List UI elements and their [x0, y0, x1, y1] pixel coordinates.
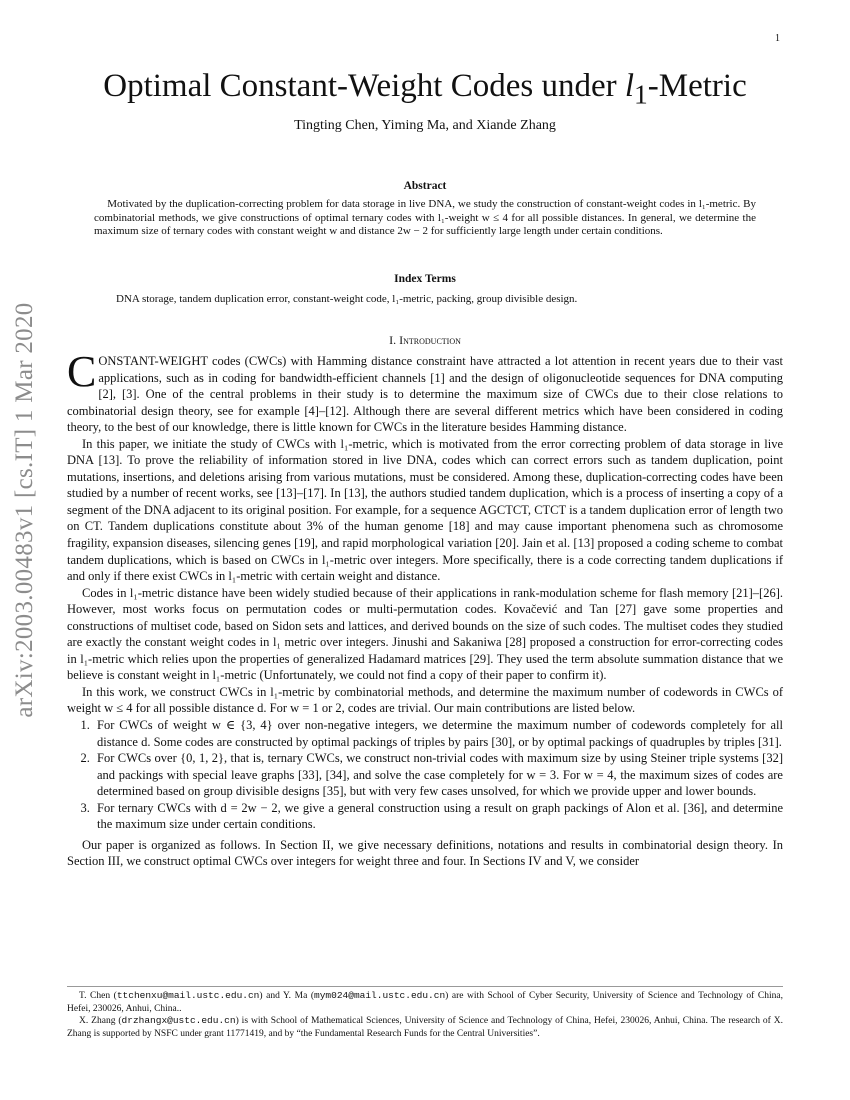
email-link[interactable]: ttchenxu@mail.ustc.edu.cn	[116, 990, 260, 1001]
paper-title	[0, 68, 850, 111]
footnotes	[67, 990, 783, 1040]
authors: Tingting Chen, Yiming Ma, and Xiande Zhang	[294, 118, 556, 133]
footnote-rule	[67, 986, 783, 987]
title-main: Optimal Constant-Weight Codes under	[103, 68, 625, 104]
footnote-2	[67, 1015, 783, 1040]
footnote-text: ) is with School of Mathematical Sciences, University of Science and Technology of China, Hefei, 230026, Anhui, China. The research of X. Zhang is supported by NSFC under grant 11771419, and by “the Fundamental Research Funds for the Central Universities”.	[67, 1016, 783, 1039]
arxiv-stamp	[8, 300, 42, 720]
paragraph-3: Codes in l₁-metric distance have been widely studied because of their applications in rank-modulation scheme for flash memory [21]–[26]. However, most works focus on permutation codes or multi-permutation codes. Kovačević and Tan [27] gave some properties and constructions of multiset code, based on Sidon sets and lattices, and derived bounds on the size of such codes. The multiset codes they studied are exactly the constant weight codes in l₁ metric over integers. Jinushi and Sakaniwa [28] proposed a construction for error-correcting codes in l₁-metric which relies upon the properties of generalized Hadamard matrices [29]. They used the term absolute summation distance that we believe is constant weight in l₁-metric (Unfortunately, we could not find a copy of their paper to confirm it).	[67, 585, 783, 683]
section-title: Introduction	[399, 333, 461, 347]
email-link[interactable]: mym024@mail.ustc.edu.cn	[314, 990, 446, 1001]
index-terms-heading: Index Terms	[394, 273, 456, 285]
paragraph-5: Our paper is organized as follows. In Section II, we give necessary definitions, notations and results in combinatorial design theory. In Section III, we construct optimal CWCs over integers for weight three and four. In Sections IV and V, we consider	[67, 837, 783, 869]
paragraph-4: In this work, we construct CWCs in l₁-metric by combinatorial methods, and determine the maximum number of codewords in CWCs of weight w ≤ 4 for all possible distance d. For w = 1 or 2, codes are trivial. Our main contributions are listed below.	[67, 684, 783, 716]
list-item: 1. For CWCs of weight w ∈ {3, 4} over non-negative integers, we determine the maximum number of codewords completely for all distance d. Some codes are constructed by optimal packings of triples by pairs [30], or by optimal packings of quadruples by triples [31].	[93, 717, 783, 750]
paragraph-2: In this paper, we initiate the study of CWCs with l₁-metric, which is motivated from the error correcting problem of data storage in live DNA [13]. To prove the reliability of information stored in live DNA, codes which can correct errors such as tandem duplication, point mutations, insertions, and deletions arising from various mutations, must be considered. Among these, duplication-correcting codes have been studied by a number of recent works, see [13]–[17]. In [13], the authors studied tandem duplication, which is a process of inserting a copy of a segment of the DNA adjacent to its original position. For example, for a sequence AGCTCT, CTCT is a tandem duplication error of length two on CT. Tandem duplications constitute about 3% of the human genome [18] and may cause important phenomena such as chromosome fragility, expansion diseases, silencing genes [19], and rapid morphological variation [20]. Jain et al. [13] proposed a coding scheme to combat tandem duplications, which is based on CWCs in l₁-metric over integers. More specifically, there is a code correcting tandem duplications if and only if there exist CWCs in l₁-metric with certain weight and distance.	[67, 436, 783, 584]
title-math: l	[624, 68, 635, 104]
title-end: -Metric	[647, 68, 747, 104]
email-link[interactable]: drzhangx@ustc.edu.cn	[121, 1015, 236, 1026]
body-text	[67, 347, 783, 870]
list-item: 2. For CWCs over {0, 1, 2}, that is, ternary CWCs, we construct non-trivial codes with maximum size by using Steiner triple systems [32] and packings with special leave graphs [33], [34], and solve the case completely for w = 3. For w = 4, the maximum sizes of codes are determined based on group divisible designs [35], but with very few cases unsolved, for which we provide upper and lower bounds.	[93, 750, 783, 800]
list-item: 3. For ternary CWCs with d = 2w − 2, we give a general construction using a result on graph packings of Alon et al. [36], and determine the maximum size under certain conditions.	[93, 800, 783, 833]
title-sub: 1	[634, 78, 648, 110]
footnote-text: T. Chen (	[79, 991, 117, 1001]
footnote-1	[67, 990, 783, 1015]
paragraph-1-text: ONSTANT-WEIGHT codes (CWCs) with Hamming distance constraint have attracted a lot attention in recent years due to their vast applications, such as in coding for bandwidth-efficient channels [1] and the design of oligonucleotide sequences for DNA computing [2], [3]. One of the central problems in their study is to determine the maximum size of CWCs due to their close relations to combinatorial design theory, see for example [4]–[12]. Although there are several different metrics which have been considered in coding theory, to the best of our knowledge, there is little known for CWCs in the literature besides Hamming distance.	[67, 354, 783, 435]
drop-cap: C	[67, 347, 97, 396]
footnote-text: ) are with School of Cyber Security, University of Science and Technology of China, Hefei, 230026, Anhui, China..	[67, 991, 783, 1014]
section-number: I.	[389, 333, 400, 347]
contributions-list	[67, 717, 783, 833]
paragraph-1	[67, 347, 783, 436]
abstract-text: Motivated by the duplication-correcting problem for data storage in live DNA, we study the construction of constant-weight codes in l₁-metric. By combinatorial methods, we give constructions of optimal ternary codes with l₁-weight w ≤ 4 for all possible distances. In general, we determine the maximum size of ternary codes with constant weight w and distance 2w − 2 for sufficiently large length under certain conditions.	[94, 198, 756, 238]
abstract-heading: Abstract	[403, 180, 447, 192]
page-number: 1	[775, 33, 780, 44]
index-terms-text: DNA storage, tandem duplication error, constant-weight code, l₁-metric, packing, group divisible design.	[116, 293, 578, 305]
arxiv-stamp-text: arXiv:2003.00483v1 [cs.IT] 1 Mar 2020	[11, 302, 38, 718]
section-heading	[0, 333, 850, 348]
footnote-text: ) and Y. Ma (	[259, 991, 315, 1001]
footnote-text: X. Zhang (	[79, 1016, 122, 1026]
